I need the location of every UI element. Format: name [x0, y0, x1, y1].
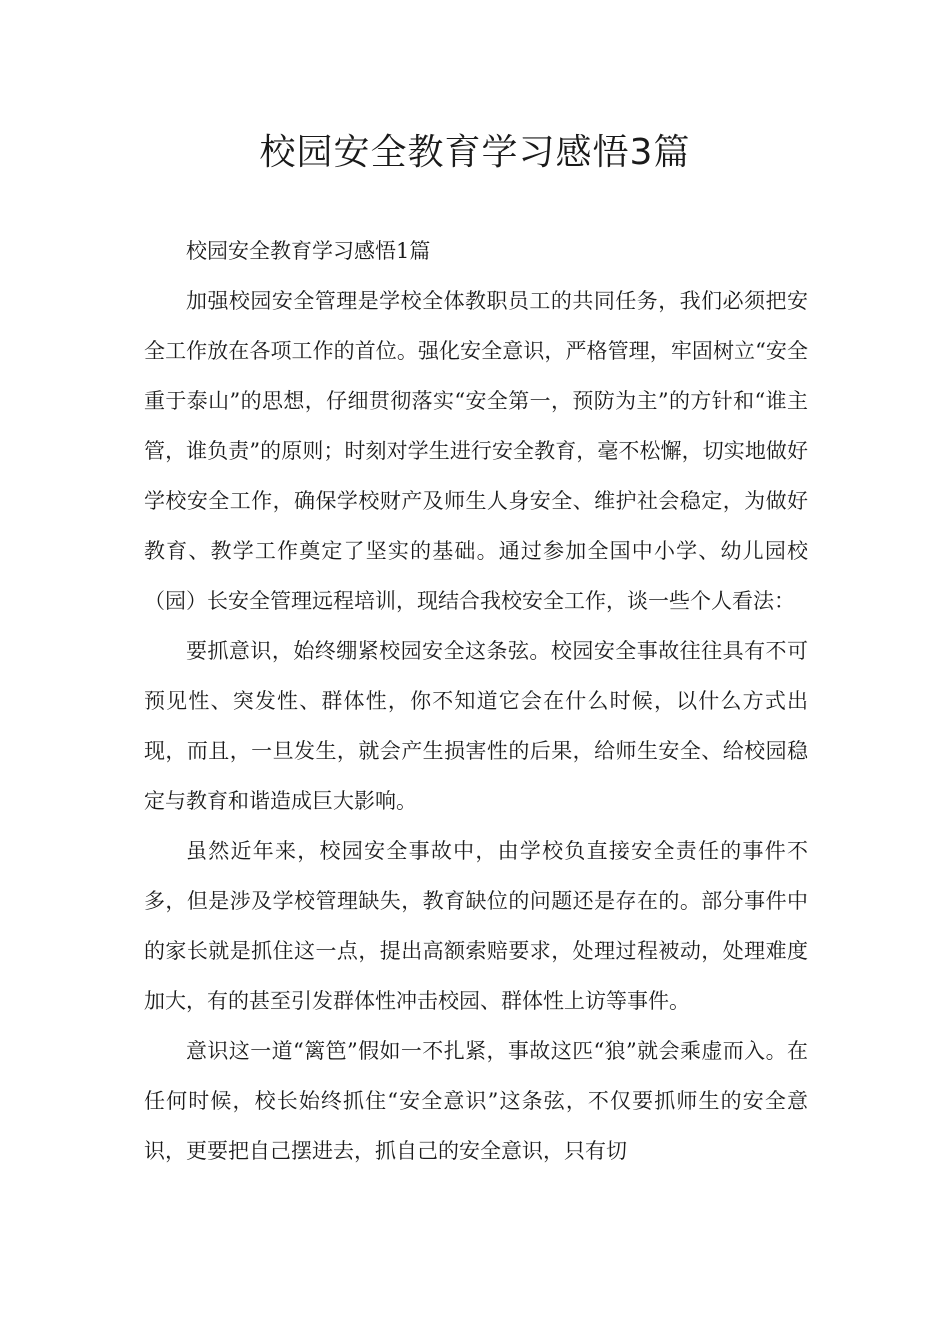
section-heading: 校园安全教育学习感悟1篇	[186, 239, 431, 263]
paragraph: 要抓意识，始终绷紧校园安全这条弦。校园安全事故往往具有不可预见性、突发性、群体性，你不知道它会在什么时候，以什么方式出现，而且，一旦发生，就会产生损害性的后果，给师生安全、给校园稳定与教育和谐造成巨大影响。	[144, 639, 808, 813]
document-body	[144, 226, 808, 1176]
paragraph: 意识这一道“篱笆”假如一不扎紧，事故这匹“狼”就会乘虚而入。在任何时候，校长始终抓住“安全意识”这条弦，不仅要抓师生的安全意识，更要把自己摆进去，抓自己的安全意识，只有切	[144, 1039, 808, 1163]
paragraph: 虽然近年来，校园安全事故中，由学校负直接安全责任的事件不多，但是涉及学校管理缺失，教育缺位的问题还是存在的。部分事件中的家长就是抓住这一点，提出高额索赔要求，处理过程被动，处理难度加大，有的甚至引发群体性冲击校园、群体性上访等事件。	[144, 839, 808, 1013]
document-title: 校园安全教育学习感悟3篇	[259, 132, 691, 173]
paragraph: 加强校园安全管理是学校全体教职员工的共同任务，我们必须把安全工作放在各项工作的首位。强化安全意识，严格管理，牢固树立“安全重于泰山”的思想，仔细贯彻落实“安全第一，预防为主”的方针和“谁主管，谁负责”的原则；时刻对学生进行安全教育，毫不松懈，切实地做好学校安全工作，确保学校财产及师生人身安全、维护社会稳定，为做好教育、教学工作奠定了坚实的基础。通过参加全国中小学、幼儿园校（园）长安全管理远程培训，现结合我校安全工作，谈一些个人看法：	[144, 289, 808, 613]
